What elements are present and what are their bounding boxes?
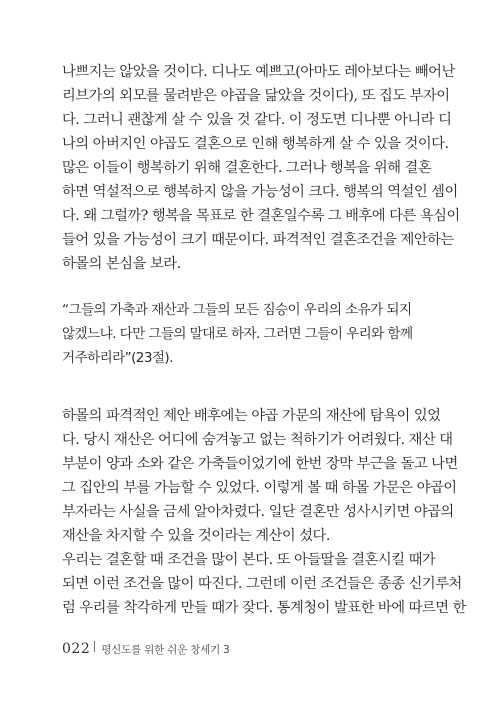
- text-line: 나의 아버지인 야곱도 결혼으로 인해 행복하게 살 수 있을 것이다.: [62, 136, 449, 152]
- page-number: 022: [62, 641, 91, 657]
- text-line: 나쁘지는 않았을 것이다. 디나도 예쁘고(아마도 레아보다는 빼어난: [62, 64, 455, 80]
- text-line: 부분이 양과 소와 같은 가축들이었기에 한번 장막 부근을 돌고 나면: [62, 456, 458, 472]
- text-line: 하몰의 본심을 보라.: [62, 256, 181, 272]
- text-line: 리브가의 외모를 물려받은 야곱을 닮았을 것이다), 또 집도 부자이: [62, 88, 450, 104]
- quote-line: “그들의 가축과 재산과 그들의 모든 짐승이 우리의 소유가 되지: [62, 302, 412, 318]
- text-line: 럼 우리를 착각하게 만들 때가 잦다. 통계청이 발표한 바에 따르면 한: [62, 600, 466, 616]
- quote-line: 않겠느냐. 다만 그들의 말대로 하자. 그러면 그들이 우리와 함께: [62, 326, 413, 342]
- quote-line: 거주하리라”(23절).: [62, 350, 173, 366]
- text-line: 되면 이런 조건을 많이 따진다. 그런데 이런 조건들은 종종 신기루처: [62, 576, 462, 592]
- paragraph-conditions: [62, 548, 466, 620]
- text-line: 하몰의 파격적인 제안 배후에는 야곱 가문의 재산에 탐욕이 있었: [62, 408, 441, 424]
- text-line: 우리는 결혼할 때 조건을 많이 본다. 또 아들딸을 결혼시킬 때가: [62, 552, 436, 568]
- text-line: 재산을 차지할 수 있을 것이라는 계산이 섰다.: [62, 528, 330, 544]
- text-line: 다. 그러니 괜찮게 살 수 있을 것 같다. 이 정도면 디나뿐 아니라 디: [62, 112, 452, 128]
- scripture-quote: [62, 298, 440, 370]
- text-line: 부자라는 사실을 금세 알아차렸다. 일단 결혼만 성사시키면 야곱의: [62, 504, 454, 520]
- page-footer: [62, 638, 230, 658]
- text-line: 그 집안의 부를 가늠할 수 있었다. 이렇게 볼 때 하몰 가문은 야곱이: [62, 480, 457, 496]
- paragraph-happiness: [62, 156, 460, 276]
- text-line: 하면 역설적으로 행복하지 않을 가능성이 크다. 행복의 역설인 셈이: [62, 184, 458, 200]
- text-line: 다. 당시 재산은 어디에 숨겨놓고 없는 척하기가 어려웠다. 재산 대: [62, 432, 453, 448]
- paragraph-continuation: [62, 60, 455, 156]
- text-line: 다. 왜 그럴까? 행복을 목표로 한 결혼일수록 그 배후에 다른 욕심이: [62, 208, 460, 224]
- footer-separator: [94, 641, 95, 652]
- running-book-title: 평신도를 위한 쉬운 창세기 3: [101, 644, 230, 656]
- text-line: 많은 이들이 행복하기 위해 결혼한다. 그러나 행복을 위해 결혼: [62, 160, 432, 176]
- text-line: 들어 있을 가능성이 크기 때문이다. 파격적인 결혼조건을 제안하는: [62, 232, 454, 248]
- paragraph-hamor: [62, 404, 458, 548]
